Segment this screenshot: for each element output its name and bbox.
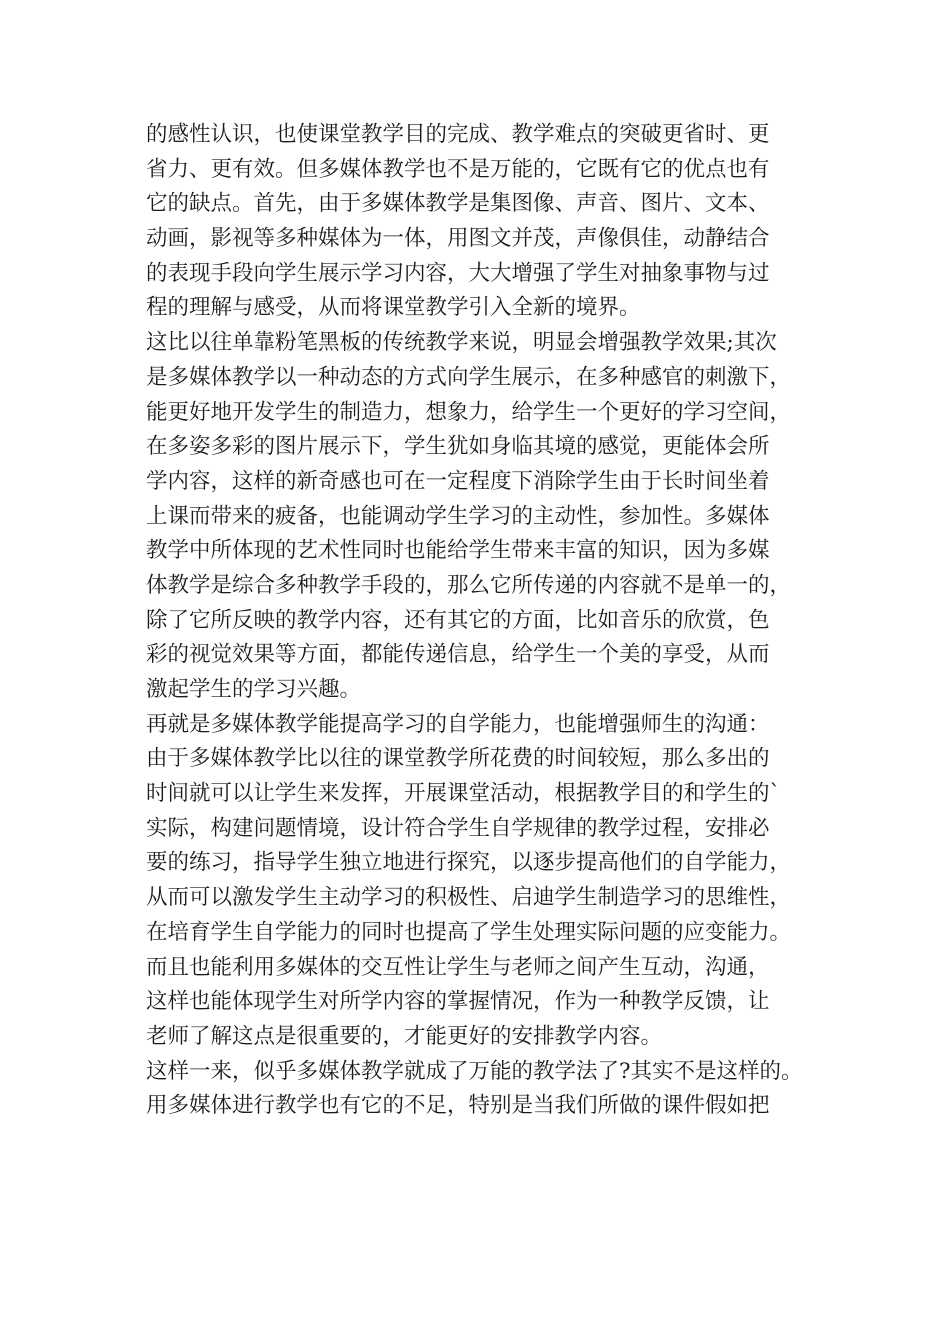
text-line: 除了它所反映的教学内容，还有其它的方面，比如音乐的欣赏，色: [146, 607, 770, 633]
text-line: 实际，构建问题情境，设计符合学生自学规律的教学过程，安排必: [146, 815, 770, 841]
text-line: 体教学是综合多种教学手段的，那么它所传递的内容就不是单一的，: [146, 572, 792, 598]
text-line: 能更好地开发学生的制造力，想象力，给学生一个更好的学习空间，: [146, 399, 792, 425]
text-line: 在培育学生自学能力的同时也提高了学生处理实际问题的应变能力。: [146, 919, 792, 945]
text-line: 再就是多媒体教学能提高学习的自学能力，也能增强师生的沟通：: [146, 711, 770, 737]
text-line: 是多媒体教学以一种动态的方式向学生展示，在多种感官的刺激下，: [146, 364, 792, 390]
text-line: 这样也能体现学生对所学内容的掌握情况，作为一种教学反馈，让: [146, 989, 770, 1015]
text-line: 用多媒体进行教学也有它的不足，特别是当我们所做的课件假如把: [146, 1093, 770, 1119]
text-line: 老师了解这点是很重要的，才能更好的安排教学内容。: [146, 1023, 663, 1049]
text-line: 在多姿多彩的图片展示下，学生犹如身临其境的感觉，更能体会所: [146, 434, 770, 460]
text-line: 由于多媒体教学比以往的课堂教学所花费的时间较短，那么多出的: [146, 746, 770, 772]
text-line: 的感性认识，也使课堂教学目的完成、教学难点的突破更省时、更: [146, 122, 770, 147]
text-line: 激起学生的学习兴趣。: [146, 677, 362, 702]
text-line: 的表现手段向学生展示学习内容，大大增强了学生对抽象事物与过: [146, 260, 770, 286]
text-line: 程的理解与感受，从而将课堂教学引入全新的境界。: [146, 295, 641, 321]
text-line: 动画，影视等多种媒体为一体，用图文并茂，声像俱佳，动静结合: [146, 226, 770, 252]
text-line: 这样一来，似乎多媒体教学就成了万能的教学法了?其实不是这样的。: [146, 1058, 803, 1084]
text-line: 要的练习，指导学生独立地进行探究，以逐步提高他们的自学能力，: [146, 850, 792, 876]
text-line: 它的缺点。首先，由于多媒体教学是集图像、声音、图片、文本、: [146, 191, 770, 217]
text-line: 上课而带来的疲备，也能调动学生学习的主动性，参加性。多媒体: [146, 503, 770, 529]
text-line: 这比以往单靠粉笔黑板的传统教学来说，明显会增强教学效果;其次: [146, 330, 777, 356]
text-line: 时间就可以让学生来发挥，开展课堂活动，根据教学目的和学生的`: [146, 781, 781, 807]
text-line: 省力、更有效。但多媒体教学也不是万能的，它既有它的优点也有: [146, 156, 770, 182]
text-line: 而且也能利用多媒体的交互性让学生与老师之间产生互动，沟通，: [146, 954, 770, 980]
text-line: 教学中所体现的艺术性同时也能给学生带来丰富的知识，因为多媒: [146, 538, 770, 564]
text-line: 从而可以激发学生主动学习的积极性、启迪学生制造学习的思维性，: [146, 885, 792, 911]
body-text: [146, 118, 826, 1124]
text-line: 彩的视觉效果等方面，都能传递信息，给学生一个美的享受，从而: [146, 642, 770, 668]
text-line: 学内容，这样的新奇感也可在一定程度下消除学生由于长时间坐着: [146, 468, 770, 494]
